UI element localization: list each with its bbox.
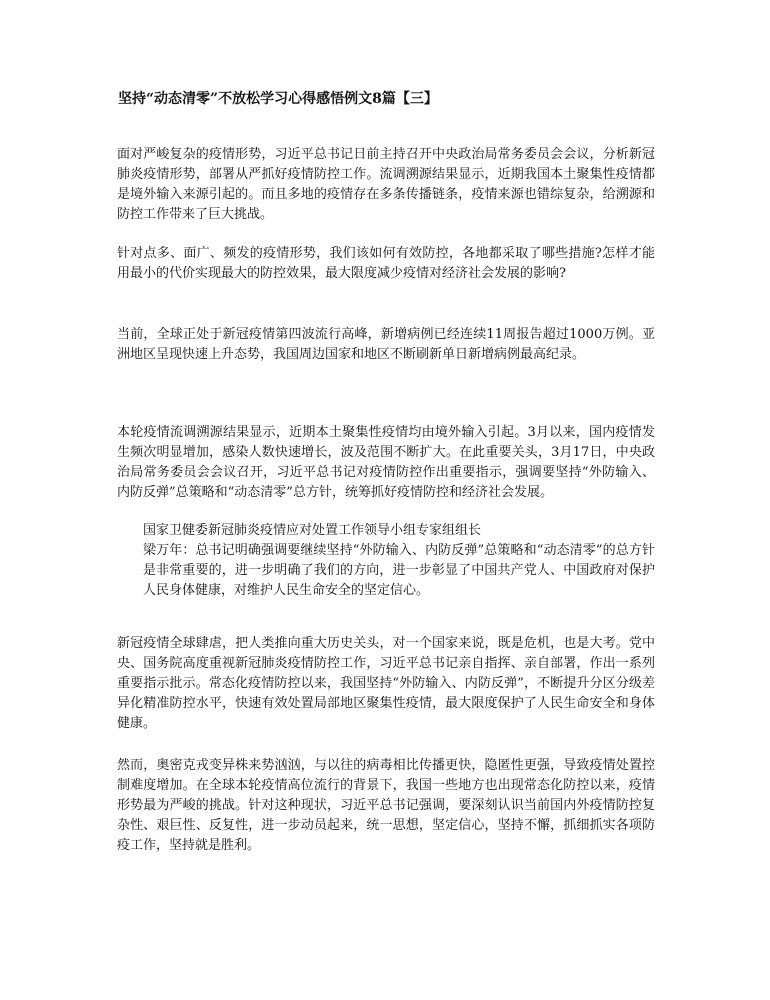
paragraph-5: 国家卫健委新冠肺炎疫情应对处置工作领导小组专家组组长 梁万年：总书记明确强调要继续坚持“外防输入、内防反弹”总策略和“动态清零”的总方针是非常重要的，进一步明确了我们的方向，进一步彰显了中国共产党人、中国政府对保护人民身体健康，对维护人民生命安全的坚定信心。 [143, 523, 655, 598]
paragraph-6: 新冠疫情全球肆虐，把人类推向重大历史关头，对一个国家来说，既是危机，也是大考。党中央、国务院高度重视新冠肺炎疫情防控工作，习近平总书记亲自指挥、亲自部署，作出一系列重要指示批示。常态化疫情防控以来，我国坚持“外防输入、内防反弹”，不断提升分区分级差异化精准防控水平，快速有效处置局部地区聚集性疫情，最大限度保护了人民生命安全和身体健康。 [117, 636, 655, 731]
paragraph-3: 当前，全球正处于新冠疫情第四波流行高峰，新增病例已经连续11周报告超过1000万例。亚洲地区呈现快速上升态势，我国周边国家和地区不断刷新单日新增病例最高纪录。 [117, 327, 655, 362]
document-title: 坚持“动态清零”不放松学习心得感悟例文8篇【三】 [118, 91, 438, 107]
paragraph-7: 然而，奥密克戎变异株来势汹汹，与以往的病毒相比传播更快，隐匿性更强，导致疫情处置控制难度增加。在全球本轮疫情高位流行的背景下，我国一些地方也出现常态化防控以来，疫情形势最为严峻的挑战。针对这种现状，习近平总书记强调，要深刻认识当前国内外疫情防控复杂性、艰巨性、反复性，进一步动员起来，统一思想，坚定信心，坚持不懈，抓细抓实各项防疫工作，坚持就是胜利。 [117, 758, 655, 853]
paragraph-4: 本轮疫情流调溯源结果显示，近期本土聚集性疫情均由境外输入引起。3月以来，国内疫情发生频次明显增加，感染人数快速增长，波及范围不断扩大。在此重要关头，3月17日，中央政治局常务委员会会议召开，习近平总书记对疫情防控作出重要指示，强调要坚持“外防输入、内防反弹”总策略和“动态清零”总方针，统筹抓好疫情防控和经济社会发展。 [117, 425, 655, 500]
paragraph-1: 面对严峻复杂的疫情形势，习近平总书记日前主持召开中央政治局常务委员会会议，分析新冠肺炎疫情形势，部署从严抓好疫情防控工作。流调溯源结果显示，近期我国本土聚集性疫情都是境外输入来源引起的。而且多地的疫情存在多条传播链条，疫情来源也错综复杂，给溯源和防控工作带来了巨大挑战。 [117, 147, 655, 222]
paragraph-2: 针对点多、面广、频发的疫情形势，我们该如何有效防控，各地都采取了哪些措施?怎样才能用最小的代价实现最大的防控效果，最大限度减少疫情对经济社会发展的影响? [117, 246, 655, 281]
